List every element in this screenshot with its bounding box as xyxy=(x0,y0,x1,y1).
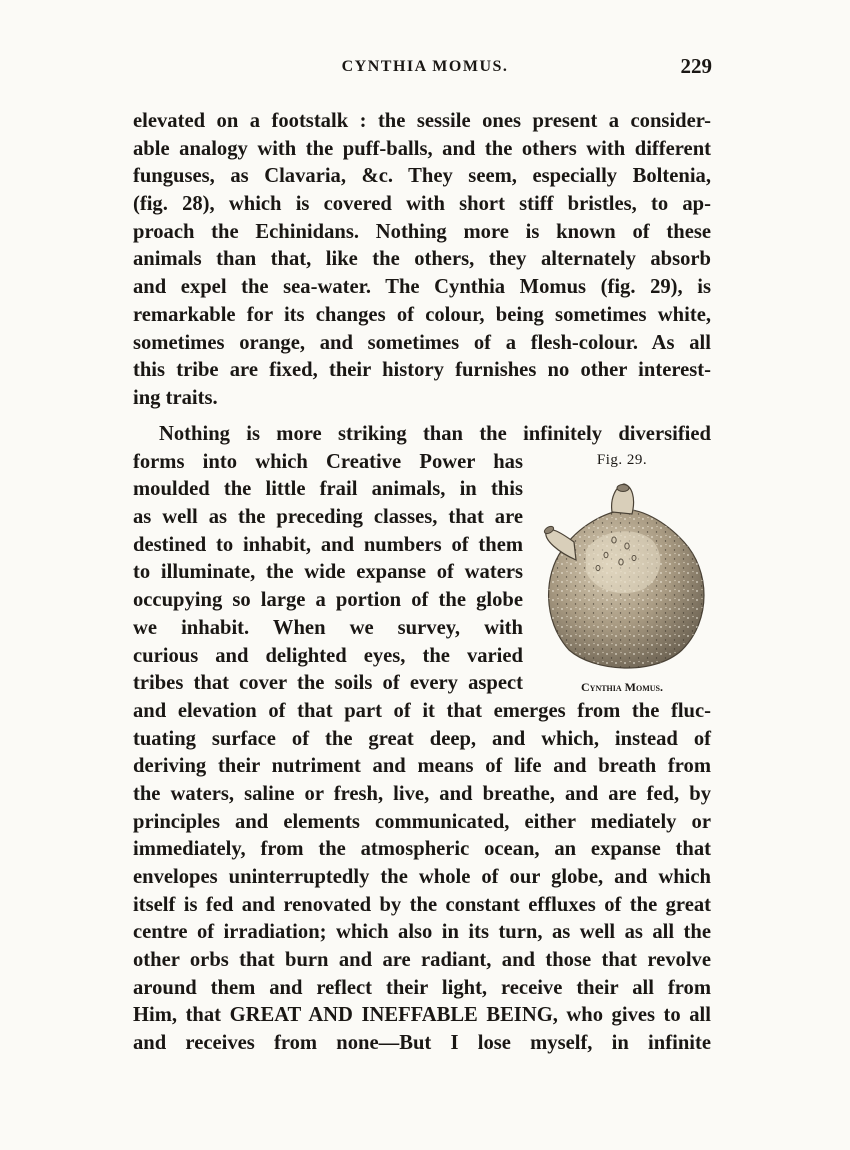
text-line: immediately, from the atmospheric ocean, an expanse that xyxy=(133,838,711,861)
page-header xyxy=(0,54,850,88)
text-line: tuating surface of the great deep, and which, instead of xyxy=(133,727,711,750)
text-line: itself is fed and renovated by the constant effluxes of the great xyxy=(133,893,711,916)
text-line: ing traits. xyxy=(133,386,218,409)
text-line: sometimes orange, and sometimes of a flesh-colour. As all xyxy=(133,331,711,354)
text-line: to illuminate, the wide expanse of waters xyxy=(133,561,523,584)
text-line: curious and delighted eyes, the varied xyxy=(133,644,523,667)
text-line: this tribe are fixed, their history furnishes no other interest- xyxy=(133,359,711,382)
text-line: remarkable for its changes of colour, being sometimes white, xyxy=(133,303,711,326)
text-line: funguses, as Clavaria, &c. They seem, especially Boltenia, xyxy=(133,165,711,188)
text-line: deriving their nutriment and means of life and breath from xyxy=(133,755,711,778)
running-title: CYNTHIA MOMUS. xyxy=(341,58,509,75)
figure-29 xyxy=(522,452,722,697)
paragraph-1 xyxy=(133,108,711,413)
text-line: Him, that GREAT AND INEFFABLE BEING, who gives to all xyxy=(133,1004,711,1027)
text-line: and elevation of that part of it that emerges from the fluc- xyxy=(133,699,711,722)
text-line: other orbs that burn and are radiant, and those that revolve xyxy=(133,949,711,972)
text-line: envelopes uninterruptedly the whole of our globe, and which xyxy=(133,866,711,888)
figure-caption: Cynthia Momus. xyxy=(581,680,663,694)
text-line: Nothing is more striking than the infinitely diversified xyxy=(159,423,711,445)
text-line: forms into which Creative Power has xyxy=(133,450,523,473)
text-line: proach the Echinidans. Nothing more is known of these xyxy=(133,220,711,243)
text-line: animals than that, like the others, they alternately absorb xyxy=(133,248,711,271)
text-line: around them and reflect their light, receive their all from xyxy=(133,976,711,999)
text-line: (fig. 28), which is covered with short stiff bristles, to ap- xyxy=(133,193,711,216)
text-line: we inhabit. When we survey, with xyxy=(133,616,523,639)
text-line: and receives from none—But I lose myself, in infinite xyxy=(133,1032,711,1055)
text-line: tribes that cover the soils of every aspect xyxy=(133,672,523,695)
text-line: able analogy with the puff-balls, and the others with different xyxy=(133,137,711,160)
text-line: the waters, saline or fresh, live, and breathe, and are fed, by xyxy=(133,782,711,805)
text-line: and expel the sea-water. The Cynthia Momus (fig. 29), is xyxy=(133,276,711,299)
page-number: 229 xyxy=(680,54,712,78)
text-line: principles and elements communicated, either mediately or xyxy=(133,810,711,833)
text-line: destined to inhabit, and numbers of them xyxy=(133,533,523,556)
text-line: elevated on a footstalk : the sessile ones present a consider- xyxy=(133,110,711,132)
text-line: as well as the preceding classes, that are xyxy=(133,506,523,529)
cynthia-momus-illustration xyxy=(524,480,720,676)
text-line: centre of irradiation; which also in its turn, as well as all the xyxy=(133,921,711,944)
text-line: occupying so large a portion of the globe xyxy=(133,589,523,612)
text-line: moulded the little frail animals, in this xyxy=(133,478,523,501)
figure-label: Fig. 29. xyxy=(596,452,648,468)
